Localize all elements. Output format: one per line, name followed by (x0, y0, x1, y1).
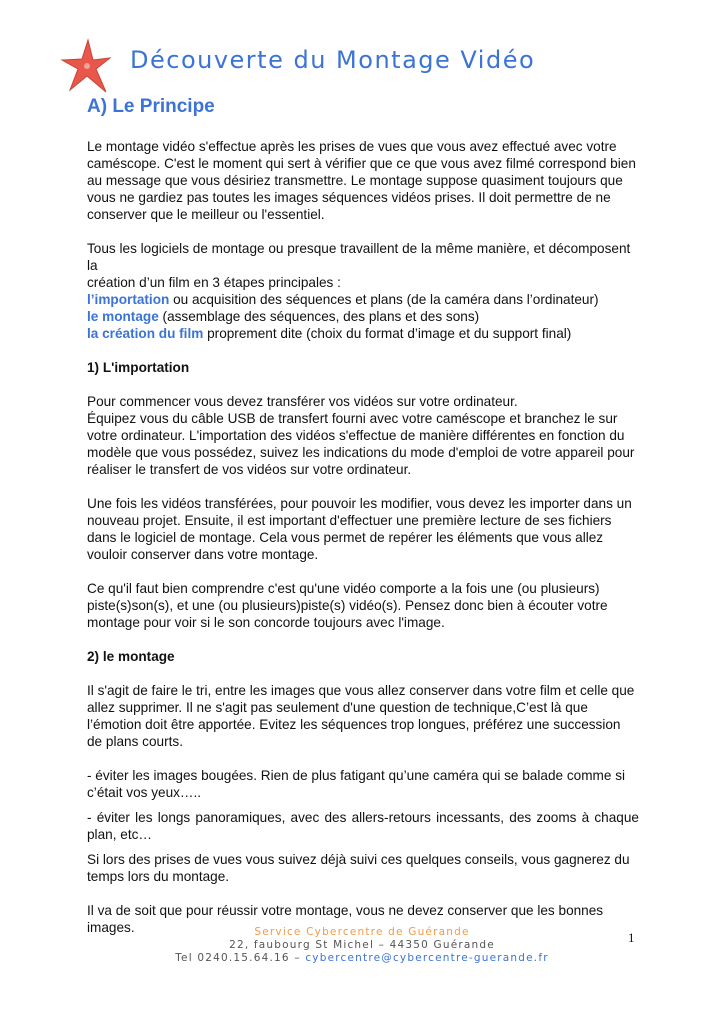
page-footer (0, 926, 724, 965)
importation-paragraph-2: Équipez vous du câble USB de transfert fourni avec votre caméscope et branchez le sur votre ordinateur. L'importation des vidéos s'effectue de manière différentes en fonction du modèle que vous possédez, suivez les indications du mode d'emploi de votre appareil pour réaliser le transfert de vos vidéos sur votre ordinateur. (87, 411, 635, 477)
footer-phone: Tel 0240.15.64.16 – (175, 952, 306, 964)
importation-paragraph-3: Une fois les vidéos transférées, pour pouvoir les modifier, vous devez les importer dans un nouveau projet. Ensuite, il est important d'effectuer une première lecture de ses fichiers dans le logiciel de montage. Cela vous permet de repérer les éléments que vous allez vouloir conserver dans votre montage. (87, 496, 632, 562)
document-body (87, 95, 639, 936)
montage-paragraph-1: Il s'agit de faire le tri, entre les images que vous allez conserver dans votre film et celle que allez supprimer. Il ne s'agit pas seulement d'une question de technique,C’est là que l’émotion doit être apportée. Evitez les séquences trop longues, préférez une succession de plans courts. (87, 683, 635, 749)
montage-paragraph-2: Si lors des prises de vues vous suivez déjà suivi ces quelques conseils, vous gagnerez du temps lors du montage. (87, 852, 630, 884)
importation-paragraph-4: Ce qu'il faut bien comprendre c'est qu'une vidéo comporte a la fois une (ou plusieurs) piste(s)son(s), et une (ou plusieurs)piste(s) vidéo(s). Pensez donc bien à écouter votre montage pour voir si le son concorde toujours avec l'image. (87, 581, 608, 630)
intro-paragraph: Le montage vidéo s'effectue après les prises de vues que vous avez effectué avec votre caméscope. C'est le moment qui sert à vérifier que ce que vous avez filmé correspond bien au message que vous désiriez transmettre. Le montage suppose quasiment toujours que vous ne gardiez pas toutes les images séquences vidéos prises. Il doit permettre de ne conserver que le meilleur ou l'essentiel. (87, 139, 636, 222)
footer-organization: Service Cybercentre de Guérande (254, 926, 470, 938)
step-creation (87, 325, 639, 342)
page-number: 1 (628, 930, 635, 945)
montage-paragraph-3: Il va de soit que pour réussir votre montage, vous ne devez conserver que les bonnes images. (87, 903, 604, 935)
logiciels-line-2: création d’un film en 3 étapes principales : (87, 275, 341, 290)
section-title: A) Le Principe (87, 96, 215, 117)
step-description: (assemblage des séquences, des plans et des sons) (158, 309, 480, 324)
importation-paragraph-1: Pour commencer vous devez transférer vos vidéos sur votre ordinateur. (87, 394, 518, 409)
montage-bullet-2: - éviter les longs panoramiques, avec des allers-retours incessants, des zooms à chaque plan, etc… (87, 810, 639, 842)
logiciels-line-1: Tous les logiciels de montage ou presque travaillent de la même manière, et décomposent la (87, 241, 631, 273)
document-title: Découverte du Montage Vidéo (130, 46, 536, 74)
footer-contact (0, 952, 724, 965)
subsection-title-importation: 1) L'importation (87, 360, 190, 375)
montage-bullet-1: - éviter les images bougées. Rien de plus fatigant qu’une caméra qui se balade comme si c’était vos yeux….. (87, 768, 626, 800)
step-importation (87, 291, 639, 308)
step-term: la création du film (87, 326, 204, 341)
footer-email-link[interactable]: cybercentre@cybercentre-guerande.fr (305, 952, 549, 964)
step-term: l’importation (87, 292, 170, 307)
step-description: proprement dite (choix du format d’image et du support final) (203, 326, 572, 341)
starfish-icon (60, 38, 112, 96)
step-term: le montage (87, 309, 159, 324)
step-description: ou acquisition des séquences et plans (de la caméra dans l’ordinateur) (169, 292, 599, 307)
step-montage (87, 308, 639, 325)
footer-address: 22, faubourg St Michel – 44350 Guérande (229, 939, 495, 951)
subsection-title-montage: 2) le montage (87, 649, 175, 664)
